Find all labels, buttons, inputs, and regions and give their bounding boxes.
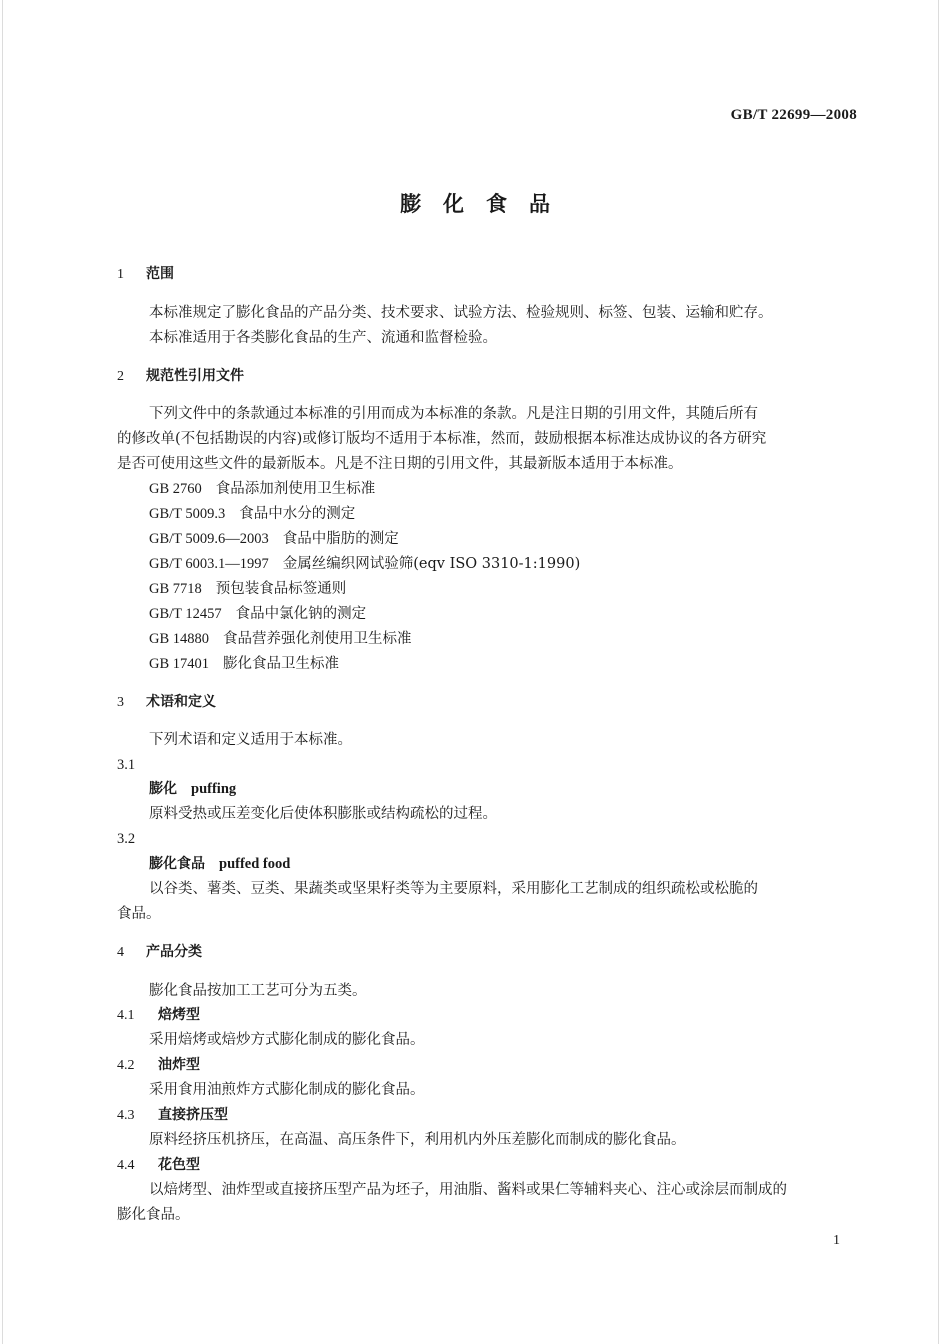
subsection-number: 4.4: [117, 1158, 135, 1173]
subsection-heading: [117, 1105, 228, 1126]
document-title: 膨化食品: [400, 192, 572, 216]
paragraph: 膨化食品按加工工艺可分为五类。: [149, 983, 367, 999]
paragraph: 采用食用油煎炸方式膨化制成的膨化食品。: [149, 1082, 425, 1098]
reference-code: GB 17401: [149, 656, 210, 672]
reference-item: [149, 604, 366, 624]
term-definition: 原料受热或压差变化后使体积膨胀或结构疏松的过程。: [149, 806, 497, 822]
section-3-heading: [117, 692, 216, 713]
subsection-heading: [117, 1005, 200, 1026]
reference-code: GB/T 5009.3: [149, 506, 226, 522]
reference-code: GB/T 12457: [149, 606, 222, 622]
subsection-number: 4.3: [117, 1108, 135, 1123]
reference-item: [149, 654, 339, 674]
subsection-title: 直接挤压型: [158, 1107, 228, 1123]
section-1-heading: [117, 264, 174, 285]
section-4-heading: [117, 942, 202, 963]
section-title: 术语和定义: [146, 694, 216, 710]
reference-name: 膨化食品卫生标准: [223, 656, 340, 672]
reference-name: 食品中氯化钠的测定: [235, 606, 367, 622]
paragraph-line: 是否可使用这些文件的最新版本。凡是不注日期的引用文件，其最新版本适用于本标准。: [117, 456, 683, 472]
term-definition-line: 食品。: [117, 906, 161, 922]
reference-item: [149, 504, 355, 524]
section-title: 规范性引用文件: [146, 368, 244, 384]
page-number: 1: [833, 1233, 840, 1248]
reference-item: [149, 554, 580, 574]
term-chinese: 膨化: [149, 781, 177, 797]
paragraph-line: 以焙烤型、油炸型或直接挤压型产品为坯子，用油脂、酱料或果仁等辅料夹心、注心或涂层而制成的: [149, 1182, 787, 1198]
term-number: 3.2: [117, 831, 136, 847]
paragraph: 本标准适用于各类膨化食品的生产、流通和监督检验。: [149, 330, 497, 346]
term-definition-line: 以谷类、薯类、豆类、果蔬类或坚果籽类等为主要原料，采用膨化工艺制成的组织疏松或松脆的: [149, 881, 758, 897]
subsection-title: 焙烤型: [158, 1007, 200, 1023]
reference-name: 食品营养强化剂使用卫生标准: [223, 631, 412, 647]
reference-code: GB 14880: [149, 631, 210, 647]
section-title: 范围: [146, 266, 174, 282]
section-number: 3: [117, 695, 124, 710]
reference-item: [149, 529, 399, 549]
term-heading: [149, 854, 290, 874]
term-number: 3.1: [117, 757, 136, 773]
reference-item: [149, 579, 346, 599]
term-english: puffing: [191, 781, 237, 797]
standard-code: GB/T 22699—2008: [730, 107, 857, 123]
subsection-title: 油炸型: [158, 1057, 200, 1073]
subsection-number: 4.1: [117, 1008, 135, 1023]
section-number: 2: [117, 369, 124, 384]
term-chinese: 膨化食品: [149, 856, 205, 872]
paragraph: 原料经挤压机挤压，在高温、高压条件下，利用机内外压差膨化而制成的膨化食品。: [149, 1132, 686, 1148]
reference-name: 食品中脂肪的测定: [282, 531, 399, 547]
paragraph-line: 的修改单(不包括勘误的内容)或修订版均不适用于本标准，然而，鼓励根据本标准达成协议的各方研究: [117, 431, 767, 447]
reference-code: GB/T 5009.6—2003: [149, 531, 269, 547]
reference-name: 食品添加剂使用卫生标准: [215, 481, 376, 497]
paragraph: 采用焙烤或焙炒方式膨化制成的膨化食品。: [149, 1032, 425, 1048]
reference-code: GB/T 6003.1—1997: [149, 556, 269, 572]
section-title: 产品分类: [146, 944, 202, 960]
reference-name: 金属丝编织网试验筛(eqv ISO 3310-1:1990): [282, 556, 581, 572]
section-2-heading: [117, 366, 244, 387]
reference-item: [149, 479, 375, 499]
paragraph: 下列术语和定义适用于本标准。: [149, 732, 352, 748]
reference-item: [149, 629, 412, 649]
section-number: 1: [117, 267, 124, 282]
section-number: 4: [117, 945, 124, 960]
reference-name: 预包装食品标签通则: [215, 581, 347, 597]
paragraph: 本标准规定了膨化食品的产品分类、技术要求、试验方法、检验规则、标签、包装、运输和贮存。: [149, 305, 773, 321]
subsection-heading: [117, 1055, 200, 1076]
subsection-title: 花色型: [158, 1157, 200, 1173]
paragraph-line: 下列文件中的条款通过本标准的引用而成为本标准的条款。凡是注日期的引用文件，其随后所有: [149, 406, 758, 422]
subsection-heading: [117, 1155, 200, 1176]
term-english: puffed food: [219, 856, 291, 872]
term-heading: [149, 779, 236, 799]
subsection-number: 4.2: [117, 1058, 135, 1073]
reference-code: GB 7718: [149, 581, 202, 597]
paragraph-line: 膨化食品。: [117, 1207, 190, 1223]
reference-name: 食品中水分的测定: [239, 506, 356, 522]
reference-code: GB 2760: [149, 481, 202, 497]
